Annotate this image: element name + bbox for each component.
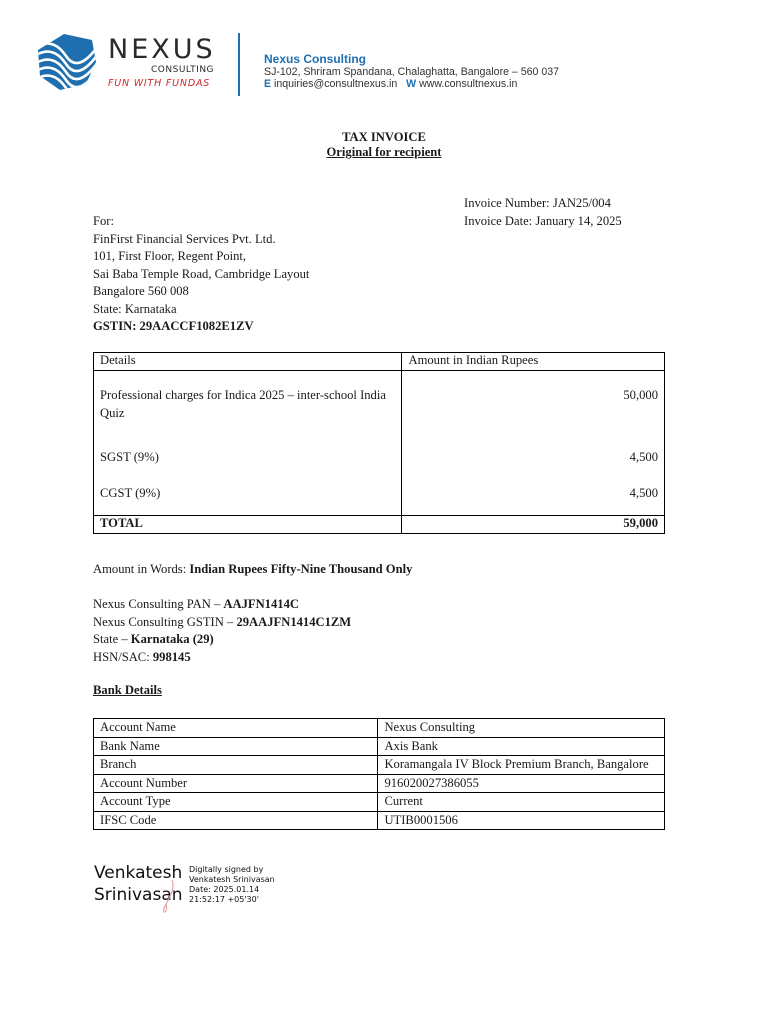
line-item-amount: 4,500 xyxy=(629,450,658,464)
amount-words-value: Indian Rupees Fifty-Nine Thousand Only xyxy=(189,562,413,576)
recipient-address-line: 101, First Floor, Regent Point, xyxy=(93,249,247,263)
pan-label: Nexus Consulting PAN – xyxy=(93,597,221,611)
table-row xyxy=(94,719,665,738)
state-value: Karnataka (29) xyxy=(130,632,214,646)
invoice-number: Invoice Number: JAN25/004 xyxy=(464,196,611,210)
charges-table xyxy=(93,352,665,534)
column-header-details: Details xyxy=(94,353,402,371)
line-item-amount: 4,500 xyxy=(629,486,658,500)
column-header-amount: Amount in Indian Rupees xyxy=(402,353,665,371)
company-contact xyxy=(264,79,517,90)
pan-line xyxy=(93,596,351,614)
recipient-name: FinFirst Financial Services Pvt. Ltd. xyxy=(93,231,276,246)
logo-wordmark: NEXUS xyxy=(108,34,216,65)
details-cell xyxy=(94,371,402,516)
company-email[interactable]: inquiries@consultnexus.in xyxy=(274,78,398,90)
bank-field-value: 916020027386055 xyxy=(378,774,665,793)
company-ids xyxy=(93,596,351,666)
email-label: E xyxy=(264,78,272,90)
signature-note-line: Venkatesh Srinivasan xyxy=(189,875,275,884)
bank-field-label: Account Type xyxy=(94,793,378,812)
total-label: TOTAL xyxy=(94,516,402,534)
document-subtitle: Original for recipient xyxy=(326,145,442,159)
signer-first-name: Venkatesh xyxy=(94,863,183,883)
bank-field-value: Axis Bank xyxy=(378,737,665,756)
for-label: For: xyxy=(93,214,114,228)
company-website[interactable]: www.consultnexus.in xyxy=(419,78,518,90)
total-amount: 59,000 xyxy=(402,516,665,534)
bank-field-label: Branch xyxy=(94,756,378,775)
line-item-amount: 50,000 xyxy=(623,388,658,402)
bank-field-label: IFSC Code xyxy=(94,811,378,830)
digital-signature-note xyxy=(189,865,275,905)
line-item-detail: CGST (9%) xyxy=(100,486,161,500)
table-body-row xyxy=(94,371,665,516)
amount-in-words xyxy=(93,561,412,579)
company-name: Nexus Consulting xyxy=(264,52,367,66)
bank-field-value: UTIB0001506 xyxy=(378,811,665,830)
bank-field-value: Nexus Consulting xyxy=(378,719,665,738)
bank-field-label: Account Number xyxy=(94,774,378,793)
amount-words-label: Amount in Words: xyxy=(93,562,187,576)
bank-field-value: Current xyxy=(378,793,665,812)
bank-details-heading: Bank Details xyxy=(93,683,162,697)
amount-cell xyxy=(402,371,665,516)
signer-last-name: Srinivasan xyxy=(94,885,183,905)
line-item-detail: SGST (9%) xyxy=(100,450,159,464)
invoice-date: Invoice Date: January 14, 2025 xyxy=(464,214,622,228)
bank-field-label: Account Name xyxy=(94,719,378,738)
table-header-row xyxy=(94,353,665,371)
company-address: SJ-102, Shriram Spandana, Chalaghatta, Bangalore – 560 037 xyxy=(264,66,560,78)
pan-value: AAJFN1414C xyxy=(223,597,299,611)
recipient-address-line: Sai Baba Temple Road, Cambridge Layout xyxy=(93,266,310,281)
web-label: W xyxy=(406,78,417,90)
document-title: TAX INVOICE xyxy=(342,130,426,144)
logo-subtitle: CONSULTING xyxy=(151,65,215,75)
table-row xyxy=(94,756,665,775)
signature-note-line: Date: 2025.01.14 xyxy=(189,885,260,894)
gstin-label: Nexus Consulting GSTIN – xyxy=(93,614,234,629)
state-line xyxy=(93,631,351,649)
gstin-line xyxy=(93,614,351,632)
hsn-value: 998145 xyxy=(152,649,191,664)
logo-tagline: FUN WITH FUNDAS xyxy=(108,78,211,89)
table-row xyxy=(94,793,665,812)
table-total-row xyxy=(94,516,665,534)
table-row xyxy=(94,737,665,756)
nexus-logo-icon xyxy=(36,32,98,92)
table-row xyxy=(94,774,665,793)
signature-scribble-icon xyxy=(150,878,190,918)
bank-field-value: Koramangala IV Block Premium Branch, Bangalore xyxy=(378,756,665,775)
state-label: State – xyxy=(93,632,128,646)
recipient-block xyxy=(93,213,309,336)
header-divider xyxy=(238,33,240,96)
bank-details-table xyxy=(93,718,665,830)
recipient-state: State: Karnataka xyxy=(93,301,177,316)
recipient-gstin: GSTIN: 29AACCF1082E1ZV xyxy=(93,319,254,333)
line-item-detail: Professional charges for Indica 2025 – inter-school India Quiz xyxy=(100,388,386,420)
bank-field-label: Bank Name xyxy=(94,737,378,756)
gstin-value: 29AAJFN1414C1ZM xyxy=(236,614,352,629)
hsn-label: HSN/SAC: xyxy=(93,649,150,664)
signature-note-line: Digitally signed by xyxy=(189,865,264,874)
hsn-line xyxy=(93,649,351,667)
table-row xyxy=(94,811,665,830)
recipient-address-line: Bangalore 560 008 xyxy=(93,284,189,298)
signature-note-line: 21:52:17 +05'30' xyxy=(189,895,259,904)
